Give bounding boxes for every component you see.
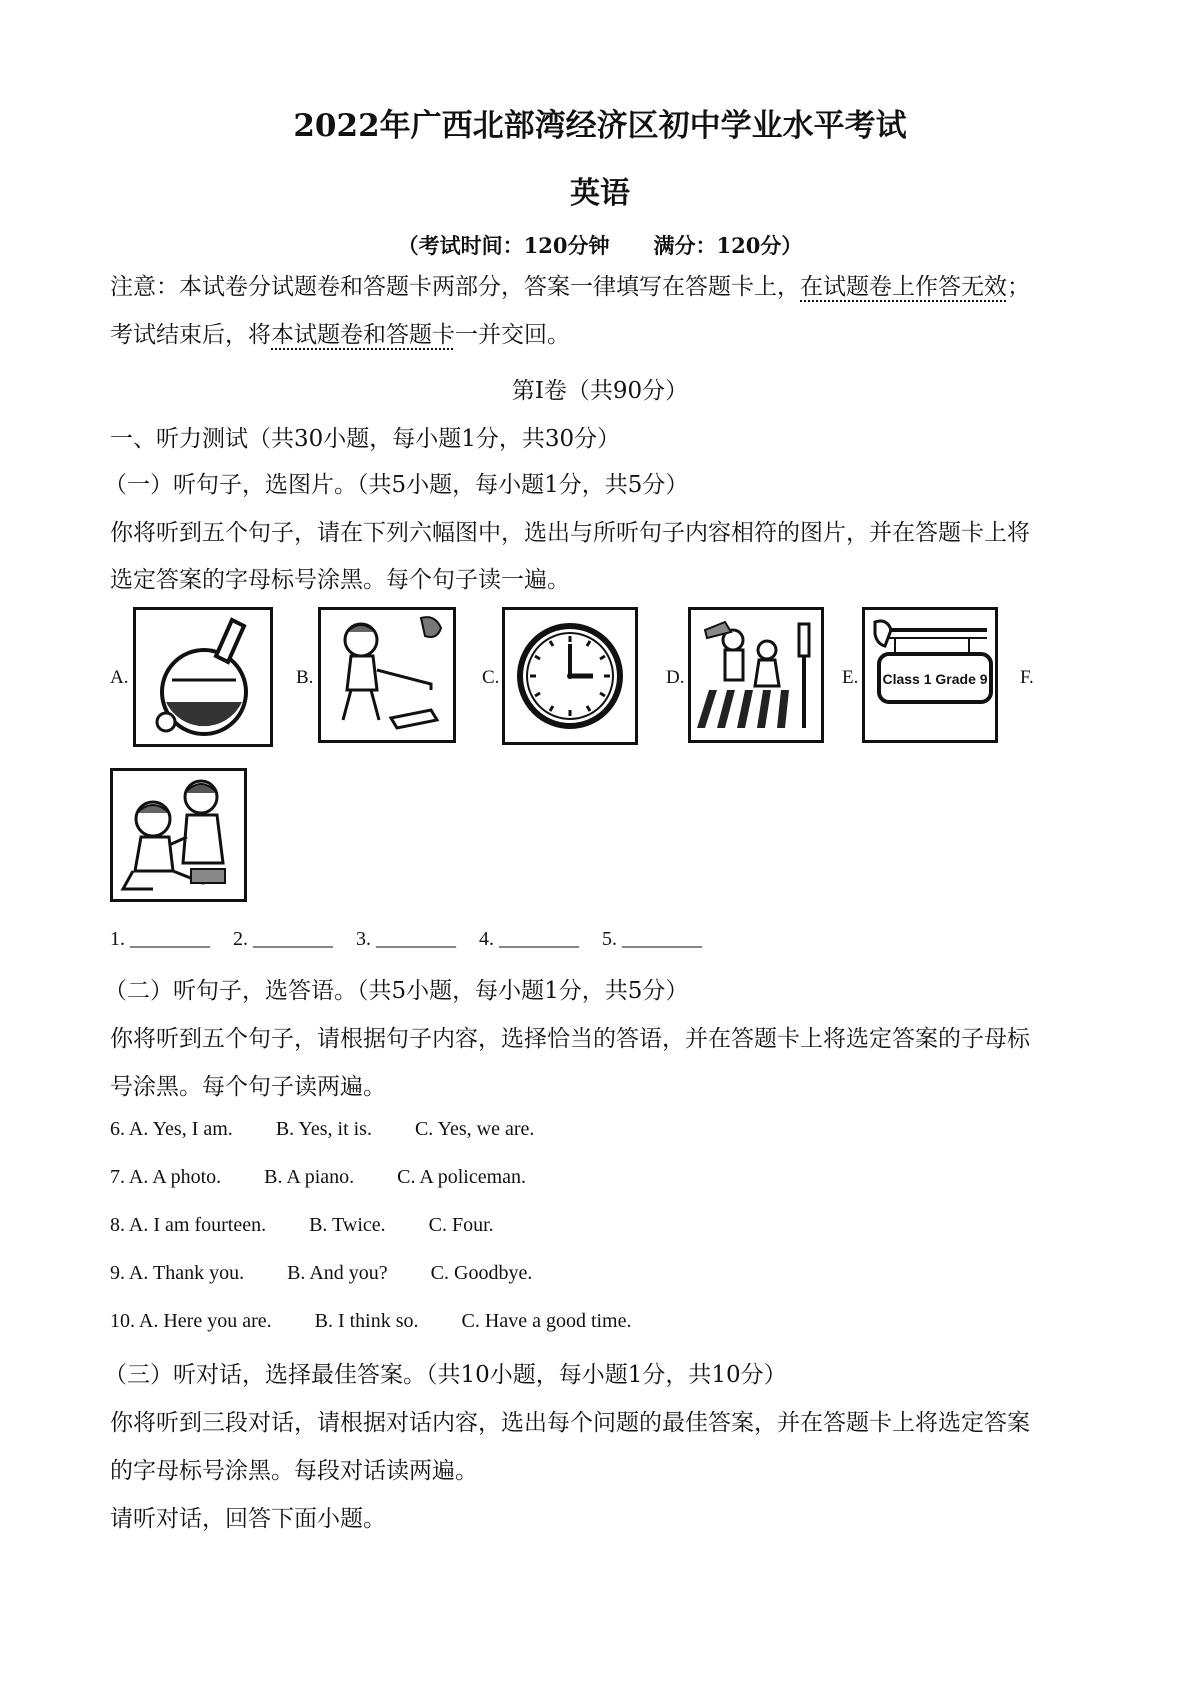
class-sign-text: Class 1 Grade 9: [882, 671, 988, 687]
label-b: B.: [296, 667, 314, 688]
exam-title: 2022年广西北部湾经济区初中学业水平考试: [293, 108, 907, 144]
crosswalk-picture: [688, 607, 824, 743]
notice-text: ；: [1007, 274, 1030, 300]
cleaning-boy-picture: [318, 607, 456, 743]
answer-blanks: [110, 928, 720, 951]
part-3-instruction-2: 的字母标号涂黑。每段对话读两遍。: [110, 1458, 478, 1484]
blank-4[interactable]: 4. ________: [479, 928, 579, 950]
option-b[interactable]: B. And you?: [287, 1262, 388, 1284]
picture-row: [110, 607, 1110, 747]
label-c: C.: [482, 667, 500, 688]
question-9: [110, 1262, 570, 1285]
option-b[interactable]: B. A piano.: [264, 1166, 355, 1188]
option-a[interactable]: A. Here you are.: [138, 1310, 272, 1332]
option-c[interactable]: C. Have a good time.: [461, 1310, 632, 1332]
exam-time: （考试时间：120分钟: [397, 233, 610, 258]
part-1-title: （一）听句子，选图片。（共5小题，每小题1分，共5分）: [104, 472, 689, 498]
question-number: 6.: [110, 1118, 125, 1140]
option-c[interactable]: C. A policeman.: [397, 1166, 527, 1188]
class-sign-picture: [862, 607, 998, 743]
option-b[interactable]: B. Twice.: [309, 1214, 386, 1236]
subject-title: 英语: [570, 176, 630, 211]
notice-text: 注意：本试卷分试题卷和答题卡两部分，答案一律填写在答题卡上，: [110, 274, 800, 300]
label-a: A.: [110, 667, 129, 688]
notice-line-1: [110, 268, 1030, 301]
question-number: 7.: [110, 1166, 125, 1188]
option-c[interactable]: C. Four.: [428, 1214, 494, 1236]
part-1-instruction-2: 选定答案的字母标号涂黑。每个句子读一遍。: [110, 567, 570, 593]
part-1-instruction-1: 你将听到五个句子，请在下列六幅图中，选出与所听句子内容相符的图片，并在答题卡上将: [110, 520, 1030, 546]
volume-title: 第Ⅰ卷（共90分）: [511, 378, 689, 404]
section-1-title: 一、听力测试（共30小题，每小题1分，共30分）: [110, 426, 621, 452]
blank-3[interactable]: 3. ________: [356, 928, 456, 950]
option-a[interactable]: A. A photo.: [128, 1166, 222, 1188]
clock-picture: [502, 607, 638, 745]
option-c[interactable]: C. Goodbye.: [430, 1262, 533, 1284]
question-7: [110, 1166, 564, 1189]
blank-1[interactable]: 1. ________: [110, 928, 210, 950]
question-number: 8.: [110, 1214, 125, 1236]
notice-text: 一并交回。: [455, 322, 570, 348]
notice-emphasis: 本试题卷和答题卡: [271, 322, 455, 348]
notice-text: 考试结束后，将: [110, 322, 271, 348]
question-6: [110, 1118, 572, 1141]
label-e: E.: [842, 667, 859, 688]
doctor-child-picture: [110, 768, 247, 902]
option-a[interactable]: A. Thank you.: [128, 1262, 245, 1284]
part-2-instruction-2: 号涂黑。每个句子读两遍。: [110, 1074, 386, 1100]
part-2-title: （二）听句子，选答语。（共5小题，每小题1分，共5分）: [104, 978, 689, 1004]
question-number: 10.: [110, 1310, 135, 1332]
option-b[interactable]: B. I think so.: [314, 1310, 419, 1332]
blank-2[interactable]: 2. ________: [233, 928, 333, 950]
ping-pong-picture: [133, 607, 273, 747]
option-a[interactable]: A. Yes, I am.: [128, 1118, 233, 1140]
notice-emphasis: 在试题卷上作答无效: [800, 274, 1007, 300]
question-10: [110, 1310, 670, 1333]
part-3-title: （三）听对话，选择最佳答案。（共10小题，每小题1分，共10分）: [104, 1362, 787, 1388]
notice-line-2: [110, 316, 570, 349]
part-2-instruction-1: 你将听到五个句子，请根据句子内容，选择恰当的答语，并在答题卡上将选定答案的子母标: [110, 1026, 1030, 1052]
question-number: 9.: [110, 1262, 125, 1284]
exam-meta: [0, 230, 1200, 260]
question-8: [110, 1214, 532, 1237]
label-f: F.: [1020, 667, 1034, 688]
exam-score: 满分：120分）: [653, 233, 803, 258]
part-3-instruction-3: 请听对话，回答下面小题。: [110, 1506, 386, 1532]
option-b[interactable]: B. Yes, it is.: [275, 1118, 372, 1140]
part-3-instruction-1: 你将听到三段对话，请根据对话内容，选出每个问题的最佳答案，并在答题卡上将选定答案: [110, 1410, 1030, 1436]
blank-5[interactable]: 5. ________: [602, 928, 702, 950]
option-c[interactable]: C. Yes, we are.: [414, 1118, 535, 1140]
label-d: D.: [666, 667, 685, 688]
option-a[interactable]: A. I am fourteen.: [128, 1214, 267, 1236]
